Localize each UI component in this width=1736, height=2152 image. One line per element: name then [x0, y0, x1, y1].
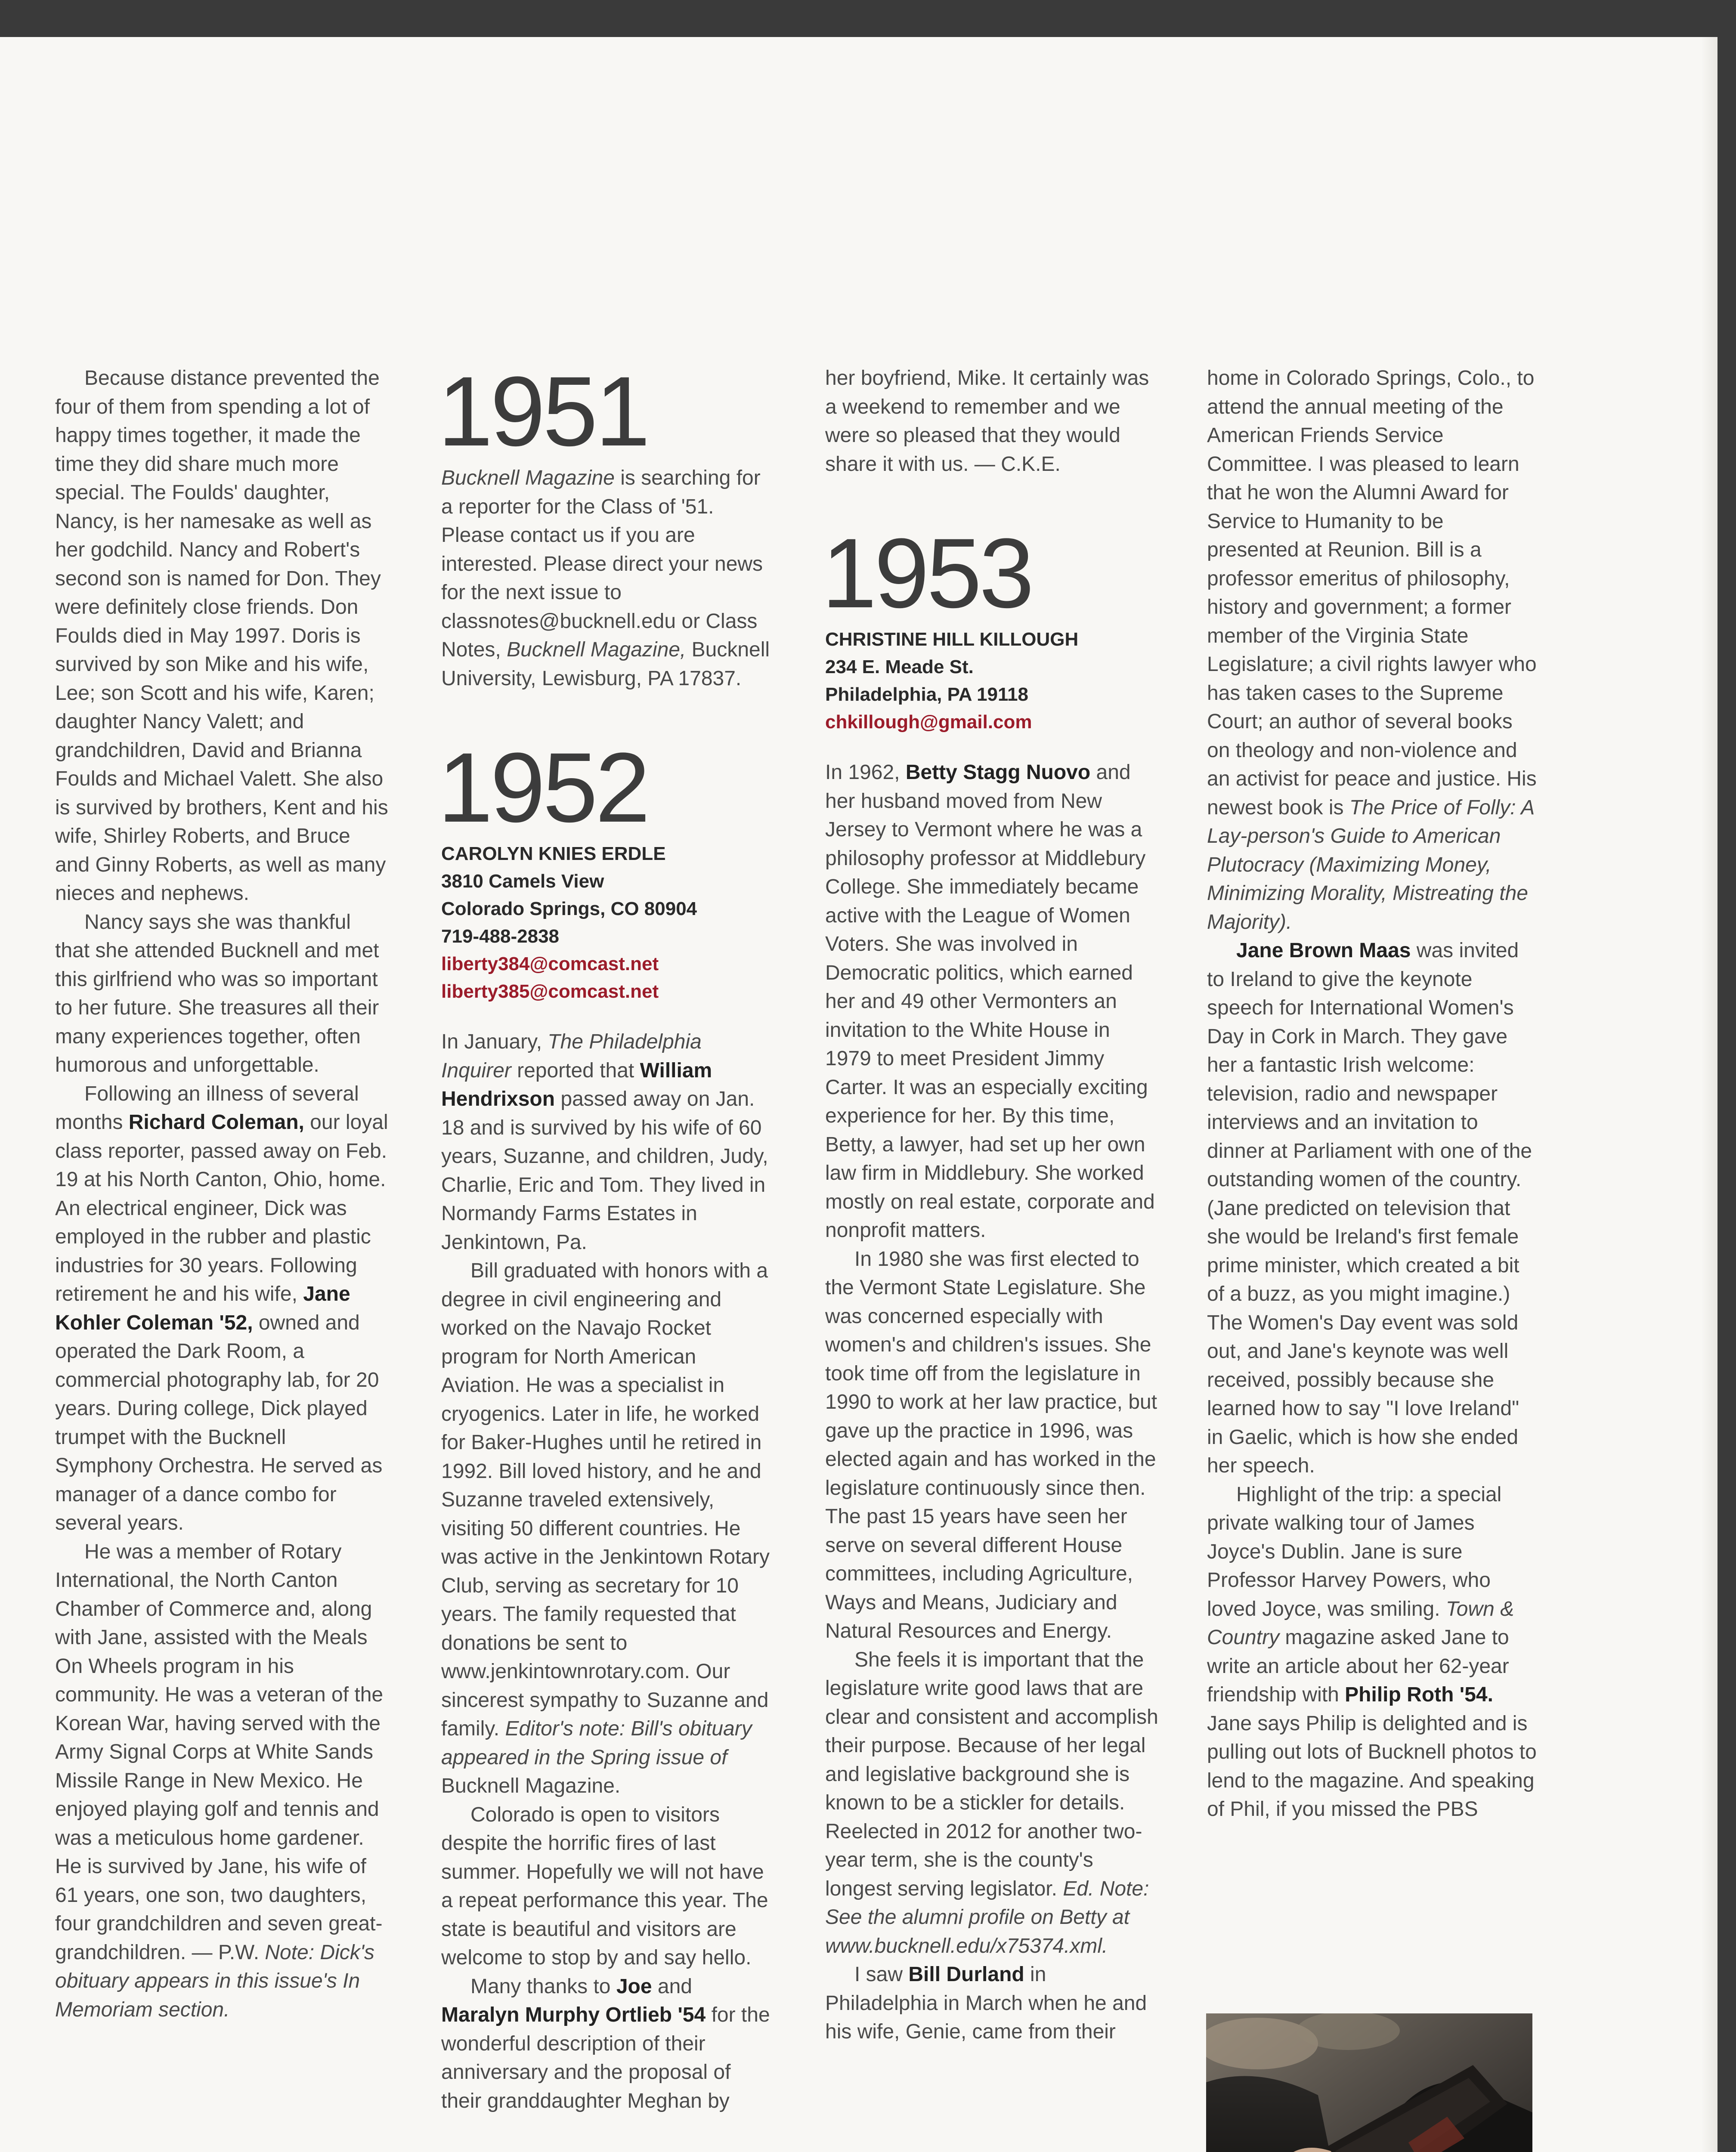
- text: Many thanks to: [470, 1975, 616, 1998]
- editor-note: Note: Dick's obituary appears in this issue's In Memoriam section.: [55, 1941, 374, 2021]
- reporter-street: 234 E. Meade St.: [825, 656, 974, 677]
- text: I saw: [854, 1963, 909, 1986]
- paragraph: [825, 1646, 1159, 1961]
- paragraph: [441, 1973, 775, 2116]
- text: passed away on Jan. 18 and is survived by his wife of 60 years, Suzanne, and children, Judy, Charlie, Eric and Tom. They lived in Normandy Farms Estates in Jenkintown, Pa.: [441, 1088, 768, 1254]
- text: Bucknell Magazine.: [441, 1775, 621, 1797]
- class-year-heading: 1952: [438, 732, 648, 843]
- text: is searching for a reporter for the Class of '51. Please contact us if you are interested. Please direct your news for the next issue to classnotes@bucknell.edu or Class Notes,: [441, 467, 763, 661]
- paragraph: [441, 464, 775, 693]
- text: In 1962,: [825, 761, 906, 784]
- book-title: The Price of Folly: A Lay-person's Guide to American Plutocracy (Maximizing Money, Minimizing Morality, Mistreating the Majority).: [1207, 796, 1534, 934]
- person-name: Jane Kohler Coleman '52,: [55, 1283, 350, 1334]
- text: and her husband moved from New Jersey to Vermont where he was a philosophy professor at Middlebury College. She immediately became active with the League of Women Voters. She was involved in Democratic politics, which earned her and 49 other Vermonters an invitation to the White House in 1979 to meet President Jimmy Carter. It was an especially exciting experience for her. By this time, Betty, a lawyer, had set up her own law firm in Middlebury. She worked mostly on real estate, corporate and nonprofit matters.: [825, 761, 1155, 1242]
- person-name: Richard Coleman,: [128, 1111, 304, 1134]
- reporter-email-link[interactable]: liberty385@comcast.net: [441, 981, 659, 1002]
- text: Jane says Philip is delighted and is pulling out lots of Bucknell photos to lend to the magazine. And speaking of Phil, if you missed the PBS: [1207, 1712, 1537, 1821]
- class-year-heading: 1953: [822, 518, 1032, 628]
- paragraph: In 1980 she was first elected to the Vermont State Legislature. She was concerned especially with women's and children's issues. She took time off from the legislature in 1990 to work at her law practice, but gave up the practice in 1996, was elected again and has worked in the legislature continuously since then. The past 15 years have seen her serve on several different House committees, including Agriculture, Ways and Means, Judiciary and Natural Resources and Energy.: [825, 1247, 1157, 1642]
- text: reported that: [511, 1059, 640, 1082]
- text: was invited to Ireland to give the keynote speech for International Women's Day in Cork in March. They gave her a fantastic Irish welcome: television, radio and newspaper interviews and an invitation to dinner at Parliament with one of the outstanding women of the country. (Jane predicted on television that she would be Ireland's first female prime minister, which created a bit of a buzz, as you might imagine.) The Women's Day event was sold out, and Jane's keynote was well received, possibly because she learned how to say "I love Ireland" in Gaelic, which is how she ended her speech.: [1207, 939, 1532, 1477]
- text: for the wonderful description of their anniversary and the proposal of their granddaughter Meghan by: [441, 2004, 770, 2112]
- person-name: Bill Durland: [908, 1963, 1024, 1986]
- paragraph: [441, 1257, 775, 1801]
- paragraph: [55, 1080, 389, 1538]
- paragraph: [1207, 1481, 1541, 1824]
- person-name: Joe: [616, 1975, 652, 1998]
- graduate-holding-diploma-image: [1206, 2013, 1532, 2152]
- editor-note: Ed. Note: See the alumni profile on Betty at www.bucknell.edu/x75374.xml.: [825, 1877, 1149, 1957]
- text: and: [652, 1975, 692, 1998]
- person-name: William Hendrixson: [441, 1059, 712, 1110]
- paragraph: [441, 1028, 775, 1257]
- paragraph: Colorado is open to visitors despite the horrific fires of last summer. Hopefully we will not have a repeat performance this year. The state is beautiful and visitors are welcome to stop by and say hello.: [441, 1803, 768, 1969]
- person-name: Betty Stagg Nuovo: [905, 761, 1091, 784]
- magazine-title: Bucknell Magazine: [441, 467, 615, 489]
- column-4: [1207, 364, 1541, 1824]
- text: Bucknell University, Lewisburg, PA 17837.: [441, 638, 770, 690]
- spacer: [441, 1005, 775, 1028]
- person-name: Philip Roth '54.: [1345, 1683, 1493, 1706]
- column-1: [55, 364, 389, 2024]
- magazine-title: Town & Country: [1207, 1597, 1514, 1649]
- person-name: Maralyn Murphy Ortlieb '54: [441, 2004, 706, 2026]
- reporter-name: CAROLYN KNIES ERDLE: [441, 843, 666, 864]
- spacer: [825, 736, 1159, 758]
- newspaper-title: The Philadelphia Inquirer: [441, 1030, 702, 1082]
- class-reporter-contact: [825, 626, 1159, 736]
- reporter-street: 3810 Camels View: [441, 871, 604, 892]
- text: in Philadelphia in March when he and his wife, Genie, came from their: [825, 1963, 1147, 2043]
- paragraph: [55, 1538, 389, 2025]
- magazine-title: Bucknell Magazine,: [507, 638, 686, 661]
- text: She feels it is important that the legislature write good laws that are clear and consistent and accomplish their purpose. Because of her legal and legislative background she is known to be a stickler for details. Reelected in 2012 for another two-year term, she is the county's longest serving legislator.: [825, 1648, 1158, 1900]
- text: our loyal class reporter, passed away on Feb. 19 at his North Canton, Ohio, home. An electrical engineer, Dick was employed in the rubber and plastic industries for 30 years. Following retirement he and his wife,: [55, 1111, 388, 1305]
- reporter-phone: 719-488-2838: [441, 926, 560, 947]
- reporter-city: Colorado Springs, CO 80904: [441, 898, 697, 919]
- text: magazine asked Jane to write an article about her 62-year friendship with: [1207, 1626, 1509, 1706]
- magazine-page: [0, 37, 1717, 2152]
- class-reporter-contact: [441, 840, 775, 1005]
- paragraph: Because distance prevented the four of them from spending a lot of happy times together, it made the time they did share much more special. The Foulds' daughter, Nancy, is her namesake as well as her godchild. Nancy and Robert's second son is named for Don. They were definitely close friends. Don Foulds died in May 1997. Doris is survived by son Mike and his wife, Lee; son Scott and his wife, Karen; daughter Nancy Valett; and grandchildren, David and Brianna Foulds and Michael Valett. She also is survived by brothers, Kent and his wife, Shirley Roberts, and Bruce and Ginny Roberts, as well as many nieces and nephews.: [55, 367, 388, 905]
- paragraph: her boyfriend, Mike. It certainly was a weekend to remember and we were so pleased that they would share it with us. — C.K.E.: [825, 367, 1149, 476]
- paragraph: [1207, 937, 1541, 1481]
- reporter-city: Philadelphia, PA 19118: [825, 684, 1028, 705]
- reporter-name: CHRISTINE HILL KILLOUGH: [825, 629, 1079, 650]
- paragraph: Nancy says she was thankful that she attended Bucknell and met this girlfriend who was so important to her future. She treasures all their many experiences together, often humorous and unforgettable.: [55, 910, 379, 1076]
- reporter-email-link[interactable]: chkillough@gmail.com: [825, 711, 1032, 733]
- class-year-heading: 1951: [438, 356, 648, 467]
- text: owned and operated the Dark Room, a commercial photography lab, for 20 years. During college, Dick played trumpet with the Bucknell Symphony Orchestra. He served as manager of a dance combo for several years.: [55, 1311, 383, 1534]
- column-2: [438, 356, 775, 2115]
- text: In January,: [441, 1030, 548, 1053]
- paragraph: [825, 758, 1159, 1245]
- text: Bill graduated with honors with a degree in civil engineering and worked on the Navajo Rocket program for North American Aviation. He was a specialist in cryogenics. Later in life, he worked for Baker-Hughes until he retired in 1992. Bill loved history, and he and Suzanne traveled extensively, visiting 50 different countries. He was active in the Jenkintown Rotary Club, serving as secretary for 10 years. The family requested that donations be sent to www.jenkintownrotary.com. Our sincerest sympathy to Suzanne and family.: [441, 1259, 770, 1740]
- reporter-email-link[interactable]: liberty384@comcast.net: [441, 953, 659, 974]
- column-3: [822, 364, 1159, 2047]
- paragraph: [1207, 364, 1541, 937]
- paragraph: [825, 1960, 1159, 2047]
- text: He was a member of Rotary International, the North Canton Chamber of Commerce and, along with Jane, assisted with the Meals On Wheels program in his community. He was a veteran of the Korean War, having served with the Army Signal Corps at White Sands Missile Range in New Mexico. He enjoyed playing golf and tennis and was a meticulous home gardener. He is survived by Jane, his wife of 61 years, one son, two daughters, four grandchildren and seven great-grandchildren. — P.W.: [55, 1540, 384, 1964]
- text: Highlight of the trip: a special private walking tour of James Joyce's Dublin. Jane is sure Professor Harvey Powers, who loved Joyce, was smiling.: [1207, 1483, 1502, 1620]
- editor-note: Editor's note: Bill's obituary appeared in the Spring issue of: [441, 1717, 752, 1769]
- person-name: Jane Brown Maas: [1236, 939, 1411, 962]
- text: Following an illness of several months: [55, 1082, 359, 1134]
- graduation-photo: [1206, 2013, 1532, 2152]
- text: home in Colorado Springs, Colo., to attend the annual meeting of the American Friends Service Committee. I was pleased to learn that he won the Alumni Award for Service to Humanity to be presented at Reunion. Bill is a professor emeritus of philosophy, history and government; a former member of the Virginia State Legislature; a civil rights lawyer who has taken cases to the Supreme Court; an author of several books on theology and non-violence and an activist for peace and justice. His newest book is: [1207, 367, 1537, 819]
